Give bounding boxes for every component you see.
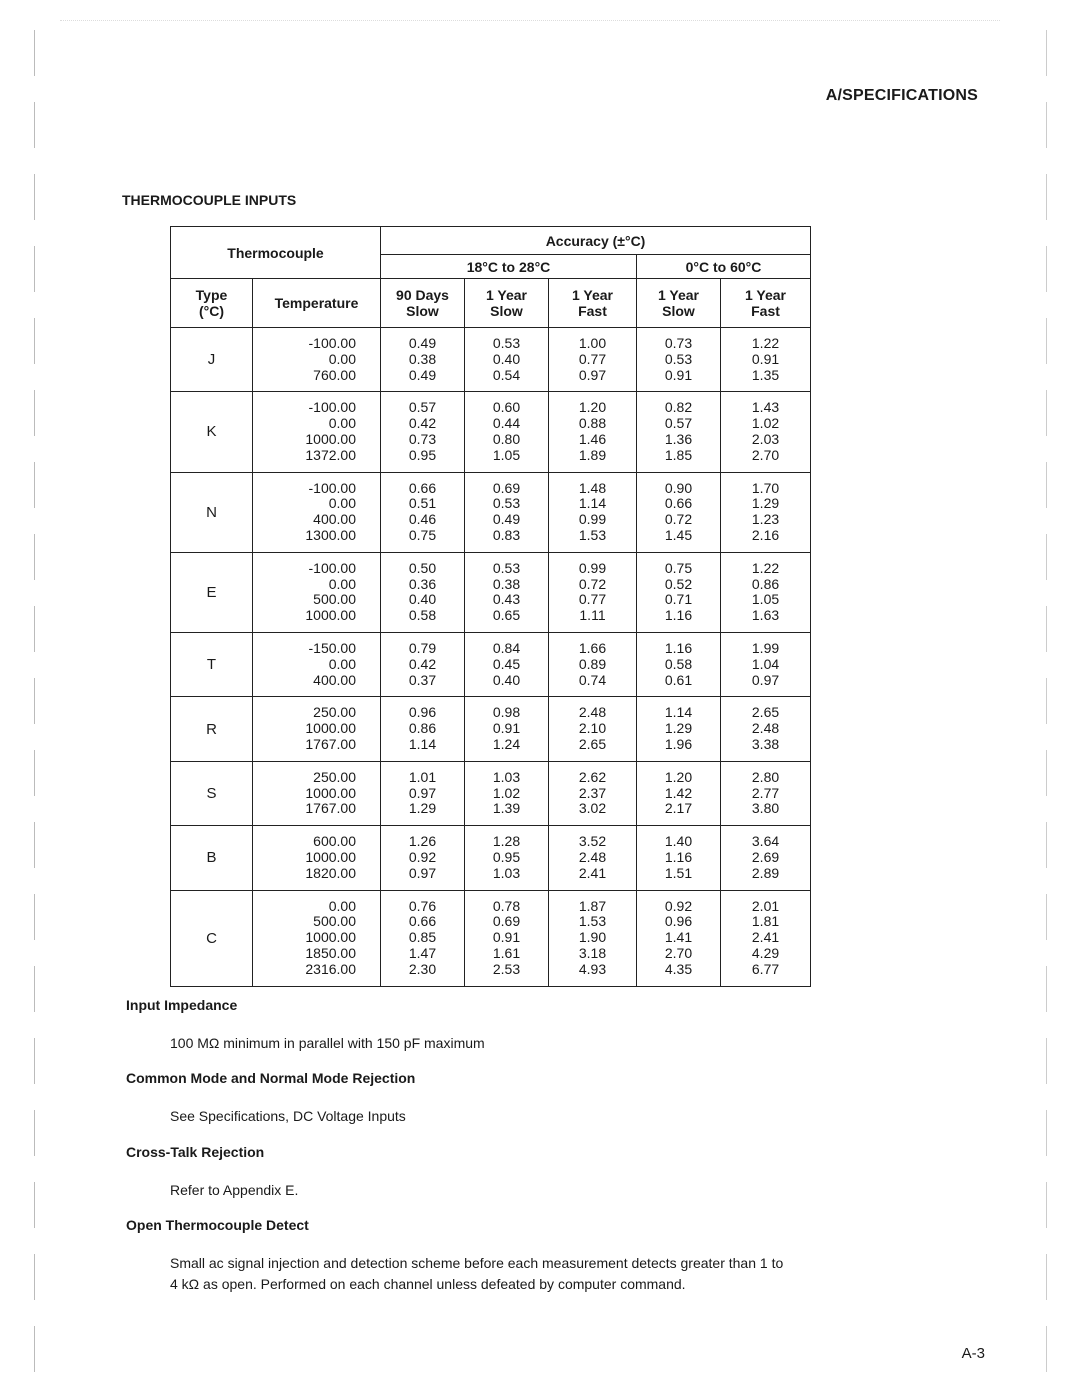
- year1-fast-cell: [549, 761, 637, 825]
- year1-slow-wide-value: 2.17: [664, 800, 693, 817]
- days90-slow-value: 0.92: [408, 848, 437, 865]
- year1-slow-wide-value: 0.53: [664, 350, 693, 367]
- days90-slow-value: 1.26: [408, 833, 437, 850]
- days90-slow-value: 0.66: [408, 913, 437, 930]
- thermocouple-type: S: [171, 761, 253, 825]
- temperature-value: 1820.00: [305, 864, 356, 881]
- year1-fast-value: 1.53: [578, 913, 607, 930]
- year1-fast-value: 0.97: [578, 366, 607, 383]
- year1-slow-value: 1.03: [492, 768, 521, 785]
- year1-slow-value: 0.98: [492, 704, 521, 721]
- year1-slow-wide-value: 0.75: [664, 559, 693, 576]
- days90-slow-value: 0.73: [408, 430, 437, 447]
- year1-slow-wide-value: 4.35: [664, 960, 693, 977]
- year1-fast-value: 1.14: [578, 495, 607, 512]
- year1-slow-wide-value: 0.61: [664, 671, 693, 688]
- crosstalk-text: Refer to Appendix E.: [170, 1182, 299, 1198]
- days90-slow-value: 0.40: [408, 591, 437, 608]
- thermocouple-type: B: [171, 826, 253, 890]
- temperature-cell: [253, 890, 381, 986]
- year1-fast-value: 1.11: [579, 607, 606, 624]
- year1-fast-wide-value: 3.80: [751, 800, 780, 817]
- temperature-cell: [253, 552, 381, 632]
- year1-slow-value: 0.43: [492, 591, 521, 608]
- days90-slow-value: 1.29: [408, 800, 437, 817]
- days90-slow-value: 0.49: [408, 335, 437, 351]
- days90-slow-value: 0.95: [408, 446, 437, 463]
- temperature-value: -100.00: [308, 479, 356, 496]
- days90-slow-value: 0.37: [408, 671, 437, 688]
- temperature-value: 1000.00: [305, 929, 356, 946]
- year1-slow-wide-cell: [637, 697, 721, 761]
- year1-slow-wide-value: 1.29: [664, 720, 693, 737]
- header-1-year-fast: 1 Year Fast: [549, 279, 637, 328]
- year1-fast-cell: [549, 328, 637, 392]
- days90-slow-value: 0.58: [408, 607, 437, 624]
- days90-slow-value: 0.51: [408, 495, 437, 512]
- thermocouple-type: E: [171, 552, 253, 632]
- days90-slow-cell: [381, 761, 465, 825]
- temperature-cell: [253, 632, 381, 696]
- year1-fast-wide-value: 0.97: [751, 671, 780, 688]
- year1-fast-wide-value: 0.91: [751, 350, 780, 367]
- year1-slow-wide-value: 0.92: [664, 897, 693, 914]
- temperature-value: 1372.00: [305, 446, 356, 463]
- year1-fast-value: 2.37: [578, 784, 607, 801]
- year1-fast-wide-cell: [721, 392, 811, 472]
- input-impedance-text: 100 MΩ minimum in parallel with 150 pF maximum: [170, 1035, 485, 1051]
- year1-slow-wide-cell: [637, 761, 721, 825]
- year1-slow-value: 0.38: [492, 575, 521, 592]
- binder-holes-right: [1046, 30, 1060, 1370]
- year1-slow-value: 1.03: [492, 864, 521, 881]
- binder-holes-left: [22, 30, 36, 1370]
- year1-fast-wide-cell: [721, 552, 811, 632]
- year1-fast-value: 3.52: [578, 833, 607, 850]
- year1-fast-wide-value: 4.29: [751, 944, 780, 961]
- year1-fast-wide-value: 2.70: [751, 446, 780, 463]
- year1-fast-value: 1.89: [578, 446, 607, 463]
- thermocouple-accuracy-table: [170, 226, 811, 987]
- year1-fast-cell: [549, 632, 637, 696]
- year1-slow-value: 2.53: [492, 960, 521, 977]
- year1-fast-wide-value: 2.65: [751, 704, 780, 721]
- mode-rejection-heading: Common Mode and Normal Mode Rejection: [126, 1070, 416, 1086]
- header-range-18-28: 18°C to 28°C: [381, 255, 637, 279]
- year1-slow-value: 0.49: [492, 511, 521, 528]
- year1-slow-wide-cell: [637, 328, 721, 392]
- days90-slow-cell: [381, 328, 465, 392]
- year1-slow-wide-value: 1.16: [664, 607, 693, 624]
- year1-slow-wide-value: 0.90: [664, 479, 693, 496]
- thermocouple-type: C: [171, 890, 253, 986]
- temperature-value: 250.00: [313, 768, 356, 785]
- temperature-value: 0.00: [328, 350, 356, 367]
- header-1-year-fast-wide: 1 Year Fast: [721, 279, 811, 328]
- temperature-value: 1850.00: [305, 944, 356, 961]
- temperature-value: -150.00: [308, 639, 356, 656]
- days90-slow-cell: [381, 826, 465, 890]
- days90-slow-value: 0.42: [408, 655, 437, 672]
- temperature-value: 250.00: [313, 704, 356, 721]
- days90-slow-value: 1.47: [408, 944, 437, 961]
- year1-fast-value: 2.65: [578, 735, 607, 752]
- year1-slow-wide-value: 1.51: [664, 864, 693, 881]
- days90-slow-value: 0.75: [408, 526, 437, 543]
- year1-slow-wide-cell: [637, 392, 721, 472]
- year1-fast-wide-value: 1.22: [751, 335, 780, 351]
- year1-fast-wide-value: 1.02: [751, 415, 780, 432]
- year1-slow-wide-value: 0.91: [664, 366, 693, 383]
- year1-fast-wide-value: 1.05: [751, 591, 780, 608]
- days90-slow-value: 0.97: [408, 864, 437, 881]
- temperature-cell: [253, 392, 381, 472]
- year1-fast-value: 0.72: [578, 575, 607, 592]
- year1-fast-wide-value: 2.89: [751, 864, 780, 881]
- year1-fast-wide-cell: [721, 632, 811, 696]
- days90-slow-value: 0.86: [408, 720, 437, 737]
- year1-slow-value: 0.69: [492, 479, 521, 496]
- year1-fast-wide-value: 3.38: [751, 735, 780, 752]
- thermocouple-group-row: [171, 697, 811, 761]
- days90-slow-value: 0.85: [408, 929, 437, 946]
- year1-slow-value: 0.45: [492, 655, 521, 672]
- header-1-year-slow-wide: 1 Year Slow: [637, 279, 721, 328]
- days90-slow-cell: [381, 472, 465, 552]
- year1-slow-wide-cell: [637, 826, 721, 890]
- thermocouple-group-row: [171, 472, 811, 552]
- temperature-value: 500.00: [313, 591, 356, 608]
- days90-slow-value: 0.96: [408, 704, 437, 721]
- year1-slow-wide-value: 1.20: [664, 768, 693, 785]
- year1-fast-value: 2.41: [578, 864, 607, 881]
- page-number: A-3: [961, 1345, 985, 1362]
- year1-fast-wide-value: 1.81: [751, 913, 780, 930]
- header-90-days-slow: 90 Days Slow: [381, 279, 465, 328]
- days90-slow-value: 0.79: [408, 639, 437, 656]
- days90-slow-cell: [381, 890, 465, 986]
- header-range-0-60: 0°C to 60°C: [637, 255, 811, 279]
- year1-slow-cell: [465, 632, 549, 696]
- days90-slow-value: 0.97: [408, 784, 437, 801]
- year1-slow-value: 0.53: [492, 495, 521, 512]
- days90-slow-value: 1.01: [408, 768, 437, 785]
- days90-slow-value: 0.46: [408, 511, 437, 528]
- temperature-value: 1000.00: [305, 430, 356, 447]
- year1-fast-wide-value: 2.41: [751, 929, 780, 946]
- year1-fast-value: 1.00: [578, 335, 607, 351]
- temperature-value: 400.00: [313, 671, 356, 688]
- temperature-value: 0.00: [328, 655, 356, 672]
- open-detect-text: Small ac signal injection and detection scheme before each measurement detects greater than 1 to 4 kΩ as open. Performed on each channel unless defeated by computer command.: [170, 1255, 784, 1292]
- year1-slow-value: 0.60: [492, 399, 521, 416]
- year1-slow-wide-value: 1.16: [664, 639, 693, 656]
- open-detect-heading: Open Thermocouple Detect: [126, 1217, 309, 1233]
- year1-fast-wide-value: 6.77: [751, 960, 780, 977]
- year1-slow-wide-value: 1.41: [664, 929, 693, 946]
- year1-slow-wide-value: 0.71: [664, 591, 693, 608]
- year1-fast-value: 2.48: [578, 704, 607, 721]
- year1-fast-value: 1.20: [578, 399, 607, 416]
- year1-slow-value: 0.83: [492, 526, 521, 543]
- temperature-value: 0.00: [328, 575, 356, 592]
- year1-slow-value: 0.69: [492, 913, 521, 930]
- year1-fast-cell: [549, 552, 637, 632]
- year1-slow-wide-value: 0.72: [664, 511, 693, 528]
- input-impedance-heading: Input Impedance: [126, 997, 238, 1013]
- year1-fast-value: 0.77: [578, 350, 607, 367]
- year1-fast-value: 1.90: [578, 929, 607, 946]
- temperature-value: 1767.00: [305, 800, 356, 817]
- year1-fast-value: 1.48: [578, 479, 607, 496]
- year1-fast-wide-value: 2.01: [751, 897, 780, 914]
- year1-fast-cell: [549, 697, 637, 761]
- days90-slow-value: 0.66: [408, 479, 437, 496]
- header-1-year-slow: 1 Year Slow: [465, 279, 549, 328]
- page-title: THERMOCOUPLE INPUTS: [122, 192, 297, 208]
- year1-fast-value: 0.99: [578, 559, 607, 576]
- year1-fast-wide-value: 1.35: [751, 366, 780, 383]
- year1-slow-wide-cell: [637, 472, 721, 552]
- temperature-value: 1767.00: [305, 735, 356, 752]
- year1-fast-cell: [549, 890, 637, 986]
- year1-fast-wide-value: 1.63: [751, 607, 780, 624]
- page-top-rule: [60, 20, 1000, 21]
- days90-slow-value: 0.57: [408, 399, 437, 416]
- thermocouple-type: R: [171, 697, 253, 761]
- year1-fast-wide-value: 2.69: [751, 848, 780, 865]
- year1-slow-wide-value: 0.57: [664, 415, 693, 432]
- temperature-value: 1000.00: [305, 848, 356, 865]
- year1-slow-value: 0.78: [492, 897, 521, 914]
- year1-slow-value: 0.40: [492, 350, 521, 367]
- year1-slow-value: 1.05: [492, 446, 521, 463]
- temperature-value: 0.00: [328, 495, 356, 512]
- year1-slow-value: 0.91: [492, 929, 521, 946]
- days90-slow-cell: [381, 392, 465, 472]
- year1-fast-value: 0.89: [578, 655, 607, 672]
- year1-fast-wide-value: 2.80: [751, 768, 780, 785]
- year1-slow-wide-value: 0.82: [664, 399, 693, 416]
- temperature-value: 500.00: [313, 913, 356, 930]
- year1-slow-value: 0.53: [492, 335, 521, 351]
- year1-slow-cell: [465, 328, 549, 392]
- mode-rejection-text: See Specifications, DC Voltage Inputs: [170, 1108, 406, 1124]
- year1-fast-value: 2.62: [578, 768, 607, 785]
- thermocouple-group-row: [171, 890, 811, 986]
- year1-fast-wide-cell: [721, 890, 811, 986]
- year1-fast-value: 0.99: [578, 511, 607, 528]
- year1-slow-wide-cell: [637, 632, 721, 696]
- thermocouple-group-row: [171, 761, 811, 825]
- year1-fast-wide-cell: [721, 328, 811, 392]
- year1-slow-value: 0.95: [492, 848, 521, 865]
- year1-slow-wide-value: 1.96: [664, 735, 693, 752]
- year1-slow-value: 0.40: [492, 671, 521, 688]
- year1-fast-wide-value: 2.77: [751, 784, 780, 801]
- year1-slow-wide-cell: [637, 890, 721, 986]
- year1-slow-value: 0.54: [492, 366, 521, 383]
- year1-fast-wide-value: 0.86: [751, 575, 780, 592]
- temperature-value: 1000.00: [305, 607, 356, 624]
- year1-fast-value: 2.48: [578, 848, 607, 865]
- thermocouple-group-row: [171, 632, 811, 696]
- thermocouple-group-row: [171, 328, 811, 392]
- days90-slow-value: 0.50: [408, 559, 437, 576]
- year1-fast-wide-value: 2.16: [751, 526, 780, 543]
- thermocouple-type: T: [171, 632, 253, 696]
- year1-slow-value: 0.80: [492, 430, 521, 447]
- days90-slow-value: 2.30: [408, 960, 437, 977]
- year1-fast-wide-value: 2.48: [751, 720, 780, 737]
- year1-slow-value: 1.39: [492, 800, 521, 817]
- year1-slow-wide-value: 1.40: [664, 833, 693, 850]
- year1-slow-wide-value: 1.42: [664, 784, 693, 801]
- temperature-value: 0.00: [328, 897, 356, 914]
- year1-slow-value: 0.65: [492, 607, 521, 624]
- temperature-value: 1300.00: [305, 526, 356, 543]
- header-accuracy: Accuracy (±°C): [381, 227, 811, 255]
- year1-slow-value: 0.84: [492, 639, 521, 656]
- year1-slow-wide-value: 1.45: [664, 526, 693, 543]
- year1-slow-wide-value: 2.70: [664, 944, 693, 961]
- thermocouple-type: J: [171, 328, 253, 392]
- temperature-cell: [253, 697, 381, 761]
- temperature-value: 2316.00: [305, 960, 356, 977]
- year1-fast-value: 3.18: [578, 944, 607, 961]
- days90-slow-value: 0.42: [408, 415, 437, 432]
- year1-slow-wide-cell: [637, 552, 721, 632]
- thermocouple-group-row: [171, 826, 811, 890]
- temperature-value: -100.00: [308, 559, 356, 576]
- days90-slow-cell: [381, 552, 465, 632]
- days90-slow-value: 0.49: [408, 366, 437, 383]
- year1-fast-wide-cell: [721, 472, 811, 552]
- year1-slow-wide-value: 0.58: [664, 655, 693, 672]
- year1-slow-cell: [465, 890, 549, 986]
- year1-fast-cell: [549, 392, 637, 472]
- temperature-cell: [253, 761, 381, 825]
- year1-fast-wide-cell: [721, 826, 811, 890]
- temperature-value: 1000.00: [305, 784, 356, 801]
- year1-fast-cell: [549, 472, 637, 552]
- year1-slow-wide-value: 1.16: [664, 848, 693, 865]
- days90-slow-value: 0.38: [408, 350, 437, 367]
- year1-fast-value: 2.10: [578, 720, 607, 737]
- temperature-value: 600.00: [313, 833, 356, 850]
- days90-slow-value: 0.36: [408, 575, 437, 592]
- year1-slow-cell: [465, 552, 549, 632]
- year1-fast-wide-value: 2.03: [751, 430, 780, 447]
- header-type: Type (°C): [171, 279, 253, 328]
- year1-slow-cell: [465, 392, 549, 472]
- year1-slow-wide-value: 1.36: [664, 430, 693, 447]
- year1-fast-wide-cell: [721, 761, 811, 825]
- days90-slow-cell: [381, 632, 465, 696]
- temperature-value: 0.00: [328, 415, 356, 432]
- year1-slow-value: 1.28: [492, 833, 521, 850]
- year1-fast-wide-value: 1.29: [751, 495, 780, 512]
- header-thermocouple: Thermocouple: [171, 227, 381, 279]
- year1-fast-value: 4.93: [578, 960, 607, 977]
- year1-slow-value: 1.24: [492, 735, 521, 752]
- year1-slow-cell: [465, 697, 549, 761]
- year1-slow-cell: [465, 472, 549, 552]
- year1-fast-value: 0.74: [578, 671, 607, 688]
- year1-slow-wide-value: 0.96: [664, 913, 693, 930]
- year1-slow-value: 0.53: [492, 559, 521, 576]
- temperature-cell: [253, 328, 381, 392]
- temperature-value: -100.00: [308, 399, 356, 416]
- year1-fast-wide-value: 1.70: [751, 479, 780, 496]
- year1-fast-value: 1.46: [578, 430, 607, 447]
- header-temperature: Temperature: [253, 279, 381, 328]
- year1-slow-value: 1.61: [492, 944, 521, 961]
- temperature-cell: [253, 472, 381, 552]
- temperature-value: 1000.00: [305, 720, 356, 737]
- year1-fast-wide-value: 1.43: [751, 399, 780, 416]
- year1-fast-wide-value: 3.64: [751, 833, 780, 850]
- year1-fast-wide-value: 1.22: [751, 559, 780, 576]
- year1-slow-wide-value: 1.85: [664, 446, 693, 463]
- year1-fast-wide-value: 1.99: [751, 639, 780, 656]
- year1-fast-value: 1.87: [578, 897, 607, 914]
- thermocouple-group-row: [171, 552, 811, 632]
- year1-fast-wide-value: 1.04: [751, 655, 780, 672]
- thermocouple-group-row: [171, 392, 811, 472]
- year1-slow-wide-value: 0.52: [664, 575, 693, 592]
- thermocouple-type: N: [171, 472, 253, 552]
- days90-slow-value: 0.76: [408, 897, 437, 914]
- year1-fast-value: 1.53: [578, 526, 607, 543]
- temperature-cell: [253, 826, 381, 890]
- year1-fast-cell: [549, 826, 637, 890]
- year1-slow-wide-value: 0.73: [664, 335, 693, 351]
- year1-slow-wide-value: 1.14: [664, 704, 693, 721]
- temperature-value: 400.00: [313, 511, 356, 528]
- year1-fast-wide-value: 1.23: [751, 511, 780, 528]
- temperature-value: -100.00: [308, 335, 356, 351]
- days90-slow-value: 1.14: [408, 735, 437, 752]
- year1-fast-wide-cell: [721, 697, 811, 761]
- days90-slow-cell: [381, 697, 465, 761]
- year1-fast-value: 0.77: [578, 591, 607, 608]
- thermocouple-type: K: [171, 392, 253, 472]
- year1-slow-cell: [465, 761, 549, 825]
- temperature-value: 760.00: [313, 366, 356, 383]
- year1-slow-value: 0.91: [492, 720, 521, 737]
- crosstalk-heading: Cross-Talk Rejection: [126, 1144, 265, 1160]
- year1-slow-cell: [465, 826, 549, 890]
- year1-fast-value: 1.66: [578, 639, 607, 656]
- year1-slow-wide-value: 0.66: [664, 495, 693, 512]
- year1-slow-value: 0.44: [492, 415, 521, 432]
- section-header: A/SPECIFICATIONS: [825, 87, 978, 104]
- year1-fast-value: 0.88: [578, 415, 607, 432]
- year1-slow-value: 1.02: [492, 784, 521, 801]
- year1-fast-value: 3.02: [578, 800, 607, 817]
